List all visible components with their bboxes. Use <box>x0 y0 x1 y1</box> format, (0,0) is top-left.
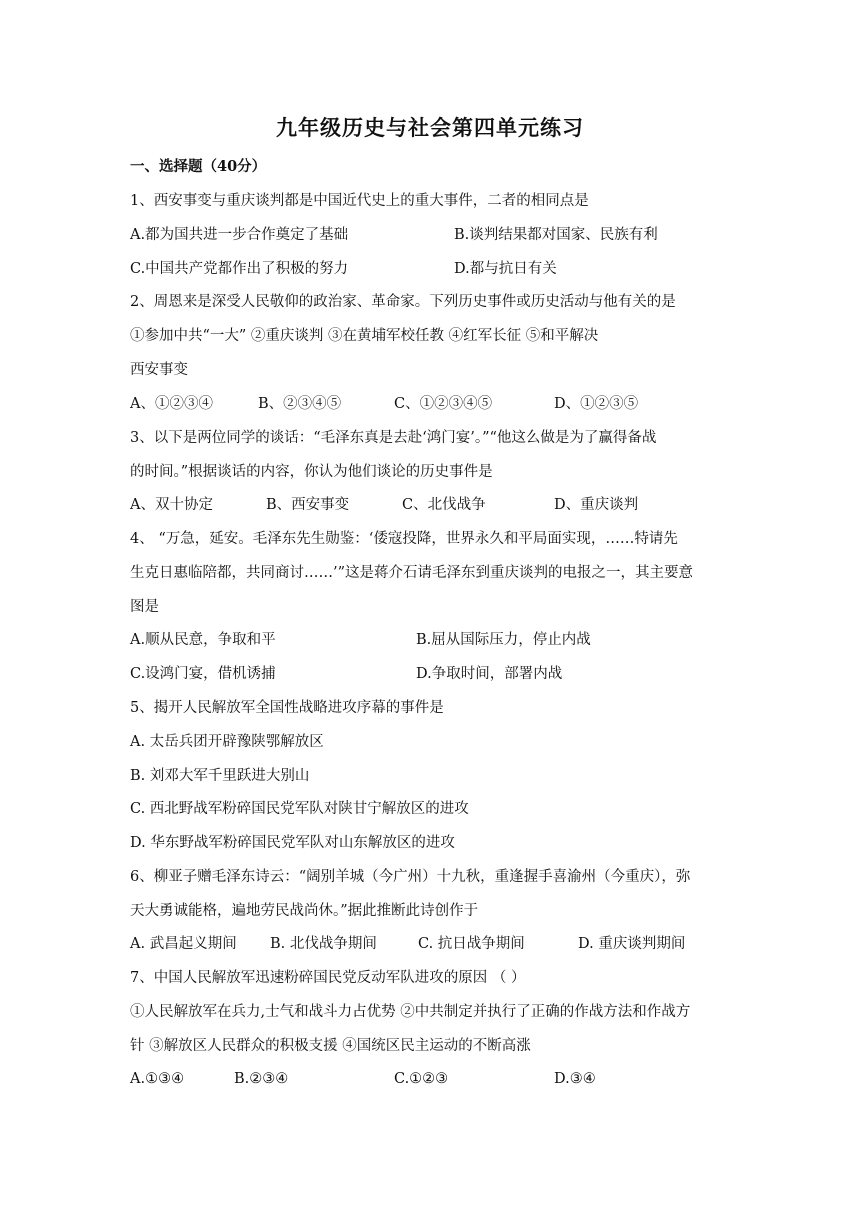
question-3-stem-line-1: 3、以下是两位同学的谈话：“毛泽东真是去赴‘鸿门宴’。”“他这么做是为了赢得备战 <box>130 430 657 446</box>
question-1-option-a: A.都为国共进一步合作奠定了基础 <box>130 227 349 243</box>
question-7-stem-line-3: 针 ③解放区人民群众的积极支援 ④国统区民主运动的不断高涨 <box>130 1038 531 1054</box>
question-2-option-c: C、①②③④⑤ <box>394 396 493 412</box>
question-7-option-b: B.②③④ <box>234 1071 289 1087</box>
question-5-option-a: A. 太岳兵团开辟豫陕鄂解放区 <box>130 734 324 750</box>
question-2-option-a: A、①②③④ <box>130 396 213 412</box>
question-7-stem-line-1: 7、中国人民解放军迅速粉碎国民党反动军队进攻的原因 （ ） <box>130 970 526 986</box>
question-5-option-d: D. 华东野战军粉碎国民党军队对山东解放区的进攻 <box>130 835 455 851</box>
question-4-option-c: C.设鸿门宴，借机诱捕 <box>130 666 276 682</box>
question-7-option-c: C.①②③ <box>394 1071 449 1087</box>
question-4-stem-line-2: 生克日惠临陪都，共同商讨……’”这是蒋介石请毛泽东到重庆谈判的电报之一，其主要意 <box>130 565 694 581</box>
question-6-option-d: D. 重庆谈判期间 <box>578 936 686 952</box>
question-1-option-d: D.都与抗日有关 <box>454 261 557 277</box>
question-4-stem-line-3: 图是 <box>130 599 159 615</box>
question-6-option-c: C. 抗日战争期间 <box>418 936 525 952</box>
question-6-option-b: B. 北伐战争期间 <box>270 936 377 952</box>
question-3-option-c: C、北伐战争 <box>402 497 486 513</box>
question-4-stem-line-1: 4、 “万急，延安。毛泽东先生勋鉴：‘倭寇投降，世界永久和平局面实现，……特请先 <box>130 531 678 547</box>
question-7-stem-line-2: ①人民解放军在兵力,士气和战斗力占优势 ②中共制定并执行了正确的作战方法和作战方 <box>130 1004 691 1020</box>
question-6-stem-line-2: 天大勇诚能格，遍地劳民战尚休。”据此推断此诗创作于 <box>130 903 479 919</box>
question-3-stem-line-2: 的时间。”根据谈话的内容，你认为他们谈论的历史事件是 <box>130 464 493 480</box>
question-2-stem-line-3: 西安事变 <box>130 362 188 378</box>
question-2-option-b: B、②③④⑤ <box>258 396 342 412</box>
question-5-stem: 5、揭开人民解放军全国性战略进攻序幕的事件是 <box>130 700 444 716</box>
question-6-option-a: A. 武昌起义期间 <box>130 936 237 952</box>
question-3-option-b: B、西安事变 <box>266 497 350 513</box>
page-title: 九年级历史与社会第四单元练习 <box>276 115 584 140</box>
question-1-stem: 1、西安事变与重庆谈判都是中国近代史上的重大事件，二者的相同点是 <box>130 193 589 209</box>
question-5-option-b: B. 刘邓大军千里跃进大别山 <box>130 768 310 784</box>
question-2-option-d: D、①②③⑤ <box>554 396 639 412</box>
question-4-option-a: A.顺从民意，争取和平 <box>130 632 276 648</box>
question-1-option-c: C.中国共产党都作出了积极的努力 <box>130 261 349 277</box>
section-heading: 一、选择题（40分） <box>130 158 267 175</box>
question-7-option-a: A.①③④ <box>130 1071 185 1087</box>
question-4-option-b: B.屈从国际压力，停止内战 <box>416 632 591 648</box>
question-3-option-a: A、双十协定 <box>130 497 213 513</box>
question-4-option-d: D.争取时间，部署内战 <box>416 666 563 682</box>
question-3-option-d: D、重庆谈判 <box>554 497 639 513</box>
question-2-stem-line-2: ①参加中共“一大” ②重庆谈判 ③在黄埔军校任教 ④红军长征 ⑤和平解决 <box>130 328 599 344</box>
question-1-option-b: B.谈判结果都对国家、民族有利 <box>454 227 658 243</box>
question-7-option-d: D.③④ <box>554 1071 596 1087</box>
question-2-stem-line-1: 2、周恩来是深受人民敬仰的政治家、革命家。下列历史事件或历史活动与他有关的是 <box>130 294 676 310</box>
question-5-option-c: C. 西北野战军粉碎国民党军队对陕甘宁解放区的进攻 <box>130 801 469 817</box>
question-6-stem-line-1: 6、柳亚子赠毛泽东诗云：“阔别羊城（今广州）十九秋，重逢握手喜渝州（今重庆），弥 <box>130 869 691 885</box>
